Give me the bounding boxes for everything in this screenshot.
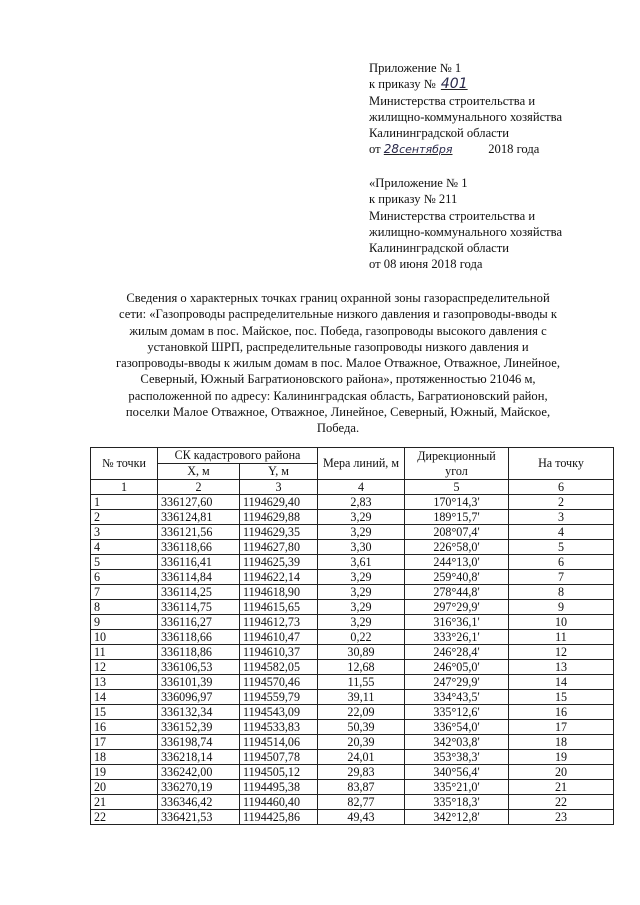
column-numbers-row [91,480,614,495]
cell-direction-angle: 170°14,3' [405,495,509,510]
cell-to-point: 2 [509,495,614,510]
cell-to-point: 6 [509,555,614,570]
cell-line-length: 3,29 [318,510,405,525]
cell-y: 1194629,40 [240,495,318,510]
cell-x: 336127,60 [158,495,240,510]
cell-direction-angle: 208°07,4' [405,525,509,540]
cell-y: 1194514,06 [240,735,318,750]
appendix-original-header [369,175,562,273]
table-row [91,765,614,780]
cell-y: 1194495,38 [240,780,318,795]
date-suffix: 2018 года [488,142,540,157]
cell-point-number: 5 [91,555,158,570]
cell-point-number: 18 [91,750,158,765]
cell-direction-angle: 244°13,0' [405,555,509,570]
cell-line-length: 30,89 [318,645,405,660]
cell-y: 1194627,80 [240,540,318,555]
cell-x: 336218,14 [158,750,240,765]
cell-line-length: 2,83 [318,495,405,510]
cell-direction-angle: 342°12,8' [405,810,509,825]
cell-point-number: 3 [91,525,158,540]
cell-x: 336118,66 [158,540,240,555]
cell-line-length: 11,55 [318,675,405,690]
description-line: Сведения о характерных точках границ охранной зоны газораспределительной [126,291,550,305]
cell-direction-angle: 342°03,8' [405,735,509,750]
cell-point-number: 21 [91,795,158,810]
table-row [91,780,614,795]
cell-direction-angle: 316°36,1' [405,615,509,630]
original-region-line: Калининградской области [369,241,509,256]
cell-x: 336096,97 [158,690,240,705]
cell-point-number: 11 [91,645,158,660]
table-row [91,750,614,765]
cell-line-length: 3,29 [318,525,405,540]
cell-direction-angle: 189°15,7' [405,510,509,525]
cell-point-number: 16 [91,720,158,735]
cell-line-length: 29,83 [318,765,405,780]
cell-x: 336114,84 [158,570,240,585]
cell-y: 1194507,78 [240,750,318,765]
boundary-points-table [90,447,614,825]
cell-point-number: 15 [91,705,158,720]
table-row [91,720,614,735]
cell-to-point: 22 [509,795,614,810]
cell-y: 1194425,86 [240,810,318,825]
cell-direction-angle: 335°21,0' [405,780,509,795]
cell-y: 1194543,09 [240,705,318,720]
cell-point-number: 19 [91,765,158,780]
table-row [91,570,614,585]
cell-line-length: 39,11 [318,690,405,705]
cell-line-length: 3,29 [318,600,405,615]
cell-to-point: 16 [509,705,614,720]
cell-x: 336114,75 [158,600,240,615]
cell-to-point: 17 [509,720,614,735]
ministry-line-2: жилищно-коммунального хозяйства [369,109,563,124]
cell-y: 1194629,88 [240,510,318,525]
table-row [91,510,614,525]
header-y: Y, м [240,464,318,480]
cell-x: 336242,00 [158,765,240,780]
date-prefix: от [369,142,381,157]
original-ministry-line-2: жилищно-коммунального хозяйства [369,224,563,239]
cell-to-point: 23 [509,810,614,825]
cell-to-point: 19 [509,750,614,765]
cell-x: 336114,25 [158,585,240,600]
cell-direction-angle: 246°05,0' [405,660,509,675]
cell-x: 336198,74 [158,735,240,750]
description-line: поселки Малое Отважное, Отважное, Линейное, Северный, Южный, Майское, [125,405,551,420]
cell-line-length: 3,61 [318,555,405,570]
table-row [91,540,614,555]
region-line: Калининградской области [369,126,509,141]
table-row [91,525,614,540]
cell-direction-angle: 297°29,9' [405,600,509,615]
cell-direction-angle: 334°43,5' [405,690,509,705]
cell-y: 1194582,05 [240,660,318,675]
cell-line-length: 3,29 [318,585,405,600]
table-row [91,810,614,825]
cell-direction-angle: 333°26,1' [405,630,509,645]
description-line: сети: «Газопроводы распределительные низкого давления и газопроводы-вводы к [119,307,557,322]
cell-y: 1194622,14 [240,570,318,585]
handwritten-date-month: сентября [399,143,453,157]
original-date-line: от 08 июня 2018 года [369,257,483,272]
cell-to-point: 18 [509,735,614,750]
cell-y: 1194610,47 [240,630,318,645]
cell-direction-angle: 246°28,4' [405,645,509,660]
cell-to-point: 11 [509,630,614,645]
cell-x: 336101,39 [158,675,240,690]
header-direction-line-2: угол [445,463,468,478]
cell-y: 1194629,35 [240,525,318,540]
cell-x: 336132,34 [158,705,240,720]
handwritten-order-number: 401 [440,76,468,93]
cell-to-point: 8 [509,585,614,600]
order-number-line [369,76,562,92]
original-order-line: к приказу № 211 [369,192,458,207]
cell-line-length: 20,39 [318,735,405,750]
table-row [91,675,614,690]
cell-to-point: 4 [509,525,614,540]
cell-x: 336116,41 [158,555,240,570]
handwritten-date-day: 28 [383,142,400,157]
cell-x: 336152,39 [158,720,240,735]
cell-point-number: 7 [91,585,158,600]
cell-x: 336118,66 [158,630,240,645]
order-prefix: к приказу № [369,77,436,92]
cell-line-length: 0,22 [318,630,405,645]
cell-y: 1194559,79 [240,690,318,705]
table-row [91,735,614,750]
table-row [91,585,614,600]
cell-direction-angle: 353°38,3' [405,750,509,765]
cell-line-length: 49,43 [318,810,405,825]
header-direction-angle [405,448,509,480]
cell-line-length: 3,29 [318,570,405,585]
cell-point-number: 2 [91,510,158,525]
column-number: 1 [91,480,158,495]
cell-line-length: 12,68 [318,660,405,675]
table-row [91,615,614,630]
cell-point-number: 10 [91,630,158,645]
cell-y: 1194625,39 [240,555,318,570]
cell-x: 336421,53 [158,810,240,825]
column-number: 2 [158,480,240,495]
cell-y: 1194460,40 [240,795,318,810]
cell-x: 336116,27 [158,615,240,630]
cell-x: 336121,56 [158,525,240,540]
cell-to-point: 14 [509,675,614,690]
cell-y: 1194505,12 [240,765,318,780]
cell-point-number: 9 [91,615,158,630]
cell-point-number: 14 [91,690,158,705]
cell-to-point: 15 [509,690,614,705]
original-appendix-title: «Приложение № 1 [369,176,468,190]
cell-y: 1194615,65 [240,600,318,615]
column-number: 5 [405,480,509,495]
cell-to-point: 3 [509,510,614,525]
table-row [91,555,614,570]
description-line: установкой ШРП, распределительные газопроводы низкого давления и [147,339,529,354]
header-direction-line-1: Дирекционный [417,448,496,463]
cell-to-point: 9 [509,600,614,615]
table-row [91,795,614,810]
original-ministry-line-1: Министерства строительства и [369,208,536,223]
zone-description [82,290,594,437]
cell-line-length: 22,09 [318,705,405,720]
description-line: жилым домам в пос. Майское, пос. Победа, газопроводы высокого давления с [129,323,547,338]
cell-direction-angle: 259°40,8' [405,570,509,585]
header-coordinate-system: СК кадастрового района [158,448,318,464]
cell-to-point: 13 [509,660,614,675]
header-x: X, м [158,464,240,480]
cell-x: 336124,81 [158,510,240,525]
table-row [91,630,614,645]
cell-to-point: 10 [509,615,614,630]
cell-y: 1194618,90 [240,585,318,600]
cell-line-length: 82,77 [318,795,405,810]
cell-x: 336270,19 [158,780,240,795]
cell-point-number: 22 [91,810,158,825]
cell-direction-angle: 226°58,0' [405,540,509,555]
cell-y: 1194612,73 [240,615,318,630]
header-point-number: № точки [91,448,158,480]
cell-point-number: 4 [91,540,158,555]
cell-line-length: 50,39 [318,720,405,735]
table-row [91,705,614,720]
description-line: Победа. [316,421,360,436]
cell-y: 1194610,37 [240,645,318,660]
cell-x: 336118,86 [158,645,240,660]
cell-point-number: 1 [91,495,158,510]
cell-line-length: 3,30 [318,540,405,555]
cell-direction-angle: 247°29,9' [405,675,509,690]
cell-line-length: 3,29 [318,615,405,630]
cell-to-point: 7 [509,570,614,585]
cell-point-number: 20 [91,780,158,795]
cell-to-point: 20 [509,765,614,780]
table-row [91,645,614,660]
description-line: Северный, Южный Багратионовского района», протяженностью 21046 м, [140,372,536,387]
cell-x: 336346,42 [158,795,240,810]
header-line-length: Мера линий, м [318,448,405,480]
column-number: 6 [509,480,614,495]
cell-to-point: 21 [509,780,614,795]
description-line: расположенной по адресу: Калининградская область, Багратионовский район, [128,388,548,403]
cell-direction-angle: 340°56,4' [405,765,509,780]
cell-line-length: 24,01 [318,750,405,765]
cell-direction-angle: 278°44,8' [405,585,509,600]
cell-point-number: 8 [91,600,158,615]
cell-y: 1194533,83 [240,720,318,735]
cell-point-number: 17 [91,735,158,750]
cell-direction-angle: 335°12,6' [405,705,509,720]
cell-point-number: 6 [91,570,158,585]
cell-point-number: 13 [91,675,158,690]
table-row [91,660,614,675]
cell-direction-angle: 336°54,0' [405,720,509,735]
ministry-line-1: Министерства строительства и [369,93,536,108]
cell-y: 1194570,46 [240,675,318,690]
cell-line-length: 83,87 [318,780,405,795]
column-number: 4 [318,480,405,495]
cell-to-point: 12 [509,645,614,660]
cell-x: 336106,53 [158,660,240,675]
header-to-point: На точку [509,448,614,480]
column-number: 3 [240,480,318,495]
cell-point-number: 12 [91,660,158,675]
cell-to-point: 5 [509,540,614,555]
table-row [91,600,614,615]
order-date-line [369,141,562,158]
description-line: газопроводы-вводы к жилым домам в пос. Малое Отважное, Отважное, Линейное, [115,356,560,371]
table-body [91,480,614,825]
table-row [91,690,614,705]
appendix-current-header [369,60,562,159]
table-row [91,495,614,510]
appendix-title: Приложение № 1 [369,61,462,75]
cell-direction-angle: 335°18,3' [405,795,509,810]
